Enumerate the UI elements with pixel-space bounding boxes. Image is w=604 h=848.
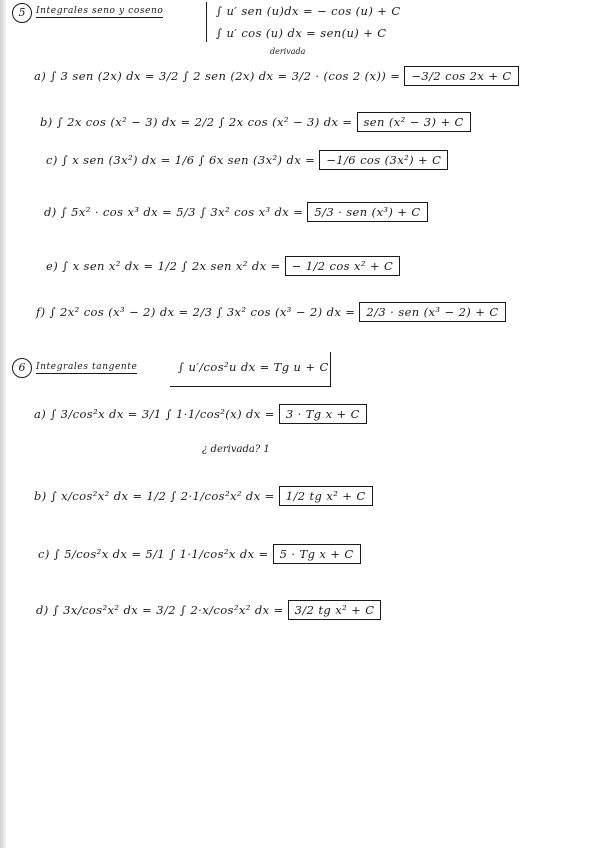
exercise-6a: [34, 404, 367, 424]
exercise-5f-result: 2/3 · sen (x³ − 2) + C: [359, 302, 505, 322]
section-6-title-text: Integrales tangente: [36, 362, 138, 372]
page-edge: [0, 0, 6, 848]
exercise-6b-expr: b) ∫ x/cos²x² dx = 1/2 ∫ 2·1/cos²x² dx =: [34, 489, 275, 503]
exercise-6a-result: 3 · Tg x + C: [279, 404, 367, 424]
exercise-5b: [40, 112, 471, 132]
rule-cos: ∫ u′ cos (u) dx = sen(u) + C: [216, 26, 387, 40]
exercise-5f-expr: f) ∫ 2x² cos (x³ − 2) dx = 2/3 ∫ 3x² cos (x³ − 2) dx =: [36, 305, 356, 319]
rule-tg: ∫ u′/cos²u dx = Tg u + C: [178, 360, 329, 374]
exercise-6a-note: ¿ derivada? 1: [202, 444, 270, 455]
exercise-5a-result: −3/2 cos 2x + C: [404, 66, 518, 86]
exercise-5e: [46, 256, 400, 276]
exercise-6b: [34, 486, 373, 506]
exercise-5b-result: sen (x² − 3) + C: [357, 112, 471, 132]
section-6-title: [36, 362, 137, 372]
exercise-5d: [44, 202, 428, 222]
section-5-title-text: Integrales seno y coseno: [36, 6, 164, 16]
exercise-6c: [38, 544, 361, 564]
section-5-title: [36, 6, 163, 16]
exercise-6d-result: 3/2 tg x² + C: [288, 600, 382, 620]
exercise-5e-expr: e) ∫ x sen x² dx = 1/2 ∫ 2x sen x² dx =: [46, 259, 281, 273]
exercise-6c-result: 5 · Tg x + C: [273, 544, 361, 564]
exercise-5f: [36, 302, 506, 322]
rule-tg-frame: [170, 352, 331, 387]
exercise-6d: [36, 600, 381, 620]
rules-brace: [206, 2, 207, 42]
exercise-6d-expr: d) ∫ 3x/cos²x² dx = 3/2 ∫ 2·x/cos²x² dx =: [36, 603, 284, 617]
exercise-5e-result: − 1/2 cos x² + C: [285, 256, 401, 276]
section-5-number: 5: [12, 3, 32, 23]
exercise-6b-result: 1/2 tg x² + C: [279, 486, 373, 506]
exercise-5a: [34, 66, 519, 86]
exercise-5d-expr: d) ∫ 5x² · cos x³ dx = 5/3 ∫ 3x² cos x³ dx =: [44, 205, 304, 219]
exercise-5b-expr: b) ∫ 2x cos (x² − 3) dx = 2/2 ∫ 2x cos (x² − 3) dx =: [40, 115, 353, 129]
note-derivada: derivada: [270, 47, 306, 56]
exercise-5c-result: −1/6 cos (3x²) + C: [319, 150, 448, 170]
section-6-number: 6: [12, 358, 32, 378]
exercise-5c: [46, 150, 448, 170]
exercise-5c-expr: c) ∫ x sen (3x²) dx = 1/6 ∫ 6x sen (3x²) dx =: [46, 153, 316, 167]
exercise-6a-expr: a) ∫ 3/cos²x dx = 3/1 ∫ 1·1/cos²(x) dx =: [34, 407, 275, 421]
exercise-5a-expr: a) ∫ 3 sen (2x) dx = 3/2 ∫ 2 sen (2x) dx = 3/2 · (cos 2 (x)) =: [34, 69, 401, 83]
rule-sen: ∫ u′ sen (u)dx = − cos (u) + C: [216, 4, 401, 18]
exercise-6c-expr: c) ∫ 5/cos²x dx = 5/1 ∫ 1·1/cos²x dx =: [38, 547, 269, 561]
exercise-5d-result: 5/3 · sen (x³) + C: [307, 202, 427, 222]
